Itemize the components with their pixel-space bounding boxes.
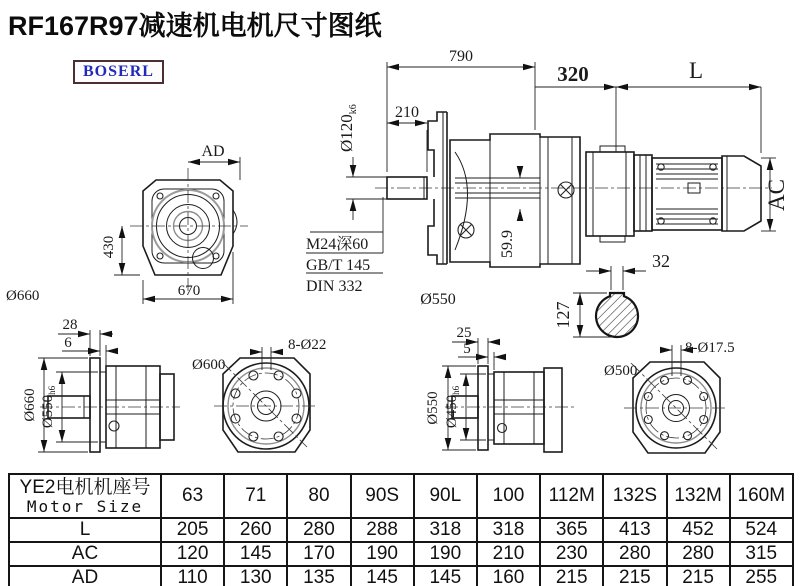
header-en: Motor Size xyxy=(26,496,144,516)
callout-tap: M24深60 xyxy=(306,236,369,253)
value-cell: 120 xyxy=(161,542,224,566)
row-label: L xyxy=(9,518,161,542)
dim-motor-320: 320 xyxy=(557,62,589,86)
dim-fl2-d450: $Ø450_{h6}$ xyxy=(444,385,461,429)
size-header-cell: 112M xyxy=(540,474,603,518)
dim-fl2-d550: Ø550 xyxy=(425,391,441,425)
size-header-cell: 71 xyxy=(224,474,287,518)
value-cell: 215 xyxy=(603,566,666,586)
brand-logo: BOSERL xyxy=(73,60,164,84)
value-cell: 145 xyxy=(414,566,477,586)
dim-key-32: 32 xyxy=(652,251,670,271)
value-cell: 230 xyxy=(540,542,603,566)
dim-fl1-d660: Ø660 xyxy=(22,388,38,422)
value-cell: 255 xyxy=(730,566,793,586)
value-cell: 145 xyxy=(224,542,287,566)
dim-main-790: 790 xyxy=(449,48,473,65)
value-cell: 413 xyxy=(603,518,666,542)
dim-front-ad: AD xyxy=(201,143,225,160)
value-cell: 260 xyxy=(224,518,287,542)
value-cell: 288 xyxy=(351,518,414,542)
dim-main-210: 210 xyxy=(395,104,419,121)
value-cell: 190 xyxy=(351,542,414,566)
value-cell: 160 xyxy=(477,566,540,586)
dim-front-670: 670 xyxy=(177,283,201,299)
table-row-ac xyxy=(9,542,793,566)
motor-size-table xyxy=(8,473,794,586)
table-header-row xyxy=(9,474,793,518)
row-label: AD xyxy=(9,566,161,586)
value-cell: 170 xyxy=(287,542,350,566)
value-cell: 205 xyxy=(161,518,224,542)
dim-fl1-bc: Ø600 xyxy=(192,357,226,373)
dim-fl2-holes: 8-Ø17.5 xyxy=(685,340,735,356)
dim-motor-l: L xyxy=(688,58,704,83)
callout-din332: DIN 332 xyxy=(306,278,363,295)
dim-main-599: 59.9 xyxy=(499,230,516,258)
value-cell: 318 xyxy=(477,518,540,542)
value-cell: 130 xyxy=(224,566,287,586)
size-header-cell: 80 xyxy=(287,474,350,518)
callout-gbt145: GB/T 145 xyxy=(306,257,371,274)
value-cell: 135 xyxy=(287,566,350,586)
value-cell: 215 xyxy=(667,566,730,586)
value-cell: 452 xyxy=(667,518,730,542)
dim-fl1-28: 28 xyxy=(62,317,78,333)
dim-motor-ac: AC xyxy=(764,179,789,211)
dim-fl2-5: 5 xyxy=(463,341,471,357)
dim-fl1-6: 6 xyxy=(64,335,72,351)
value-cell: 190 xyxy=(414,542,477,566)
flange500-front-view xyxy=(604,340,735,453)
flange660-front-view xyxy=(192,337,326,452)
flange550-side-view xyxy=(425,325,575,452)
gearbox-front-view xyxy=(101,143,248,304)
dim-fl2-bc: Ø500 xyxy=(604,363,638,379)
value-cell: 280 xyxy=(603,542,666,566)
size-header-cell: 90S xyxy=(351,474,414,518)
table-row-l xyxy=(9,518,793,542)
size-header-cell: 63 xyxy=(161,474,224,518)
value-cell: 280 xyxy=(287,518,350,542)
table-row-ad xyxy=(9,566,793,586)
label-od660: Ø660 xyxy=(6,288,40,304)
page-title: RF167R97减速机电机尺寸图纸 xyxy=(8,11,382,41)
motor-size-header xyxy=(9,474,161,518)
size-header-cell: 90L xyxy=(414,474,477,518)
size-header-cell: 132S xyxy=(603,474,666,518)
row-label: AC xyxy=(9,542,161,566)
size-header-cell: 100 xyxy=(477,474,540,518)
value-cell: 215 xyxy=(540,566,603,586)
value-cell: 280 xyxy=(667,542,730,566)
size-header-cell: 132M xyxy=(667,474,730,518)
value-cell: 318 xyxy=(414,518,477,542)
label-main-d550: Ø550 xyxy=(420,291,456,308)
value-cell: 315 xyxy=(730,542,793,566)
dim-fl1-d550: $Ø550_{h6}$ xyxy=(40,385,57,429)
dim-fl2-25: 25 xyxy=(456,325,472,341)
value-cell: 145 xyxy=(351,566,414,586)
header-cn: YE2电机机座号 xyxy=(19,476,151,498)
dim-fl1-holes: 8-Ø22 xyxy=(288,337,327,353)
value-cell: 365 xyxy=(540,518,603,542)
dim-shaft-diameter: $Ø120_{k6}$ xyxy=(337,104,359,152)
flange660-side-view xyxy=(22,317,180,452)
value-cell: 110 xyxy=(161,566,224,586)
size-header-cell: 160M xyxy=(730,474,793,518)
dim-key-127: 127 xyxy=(553,301,573,329)
value-cell: 210 xyxy=(477,542,540,566)
value-cell: 524 xyxy=(730,518,793,542)
gearbox-motor-side-view xyxy=(306,48,789,308)
dim-front-430: 430 xyxy=(101,235,117,259)
